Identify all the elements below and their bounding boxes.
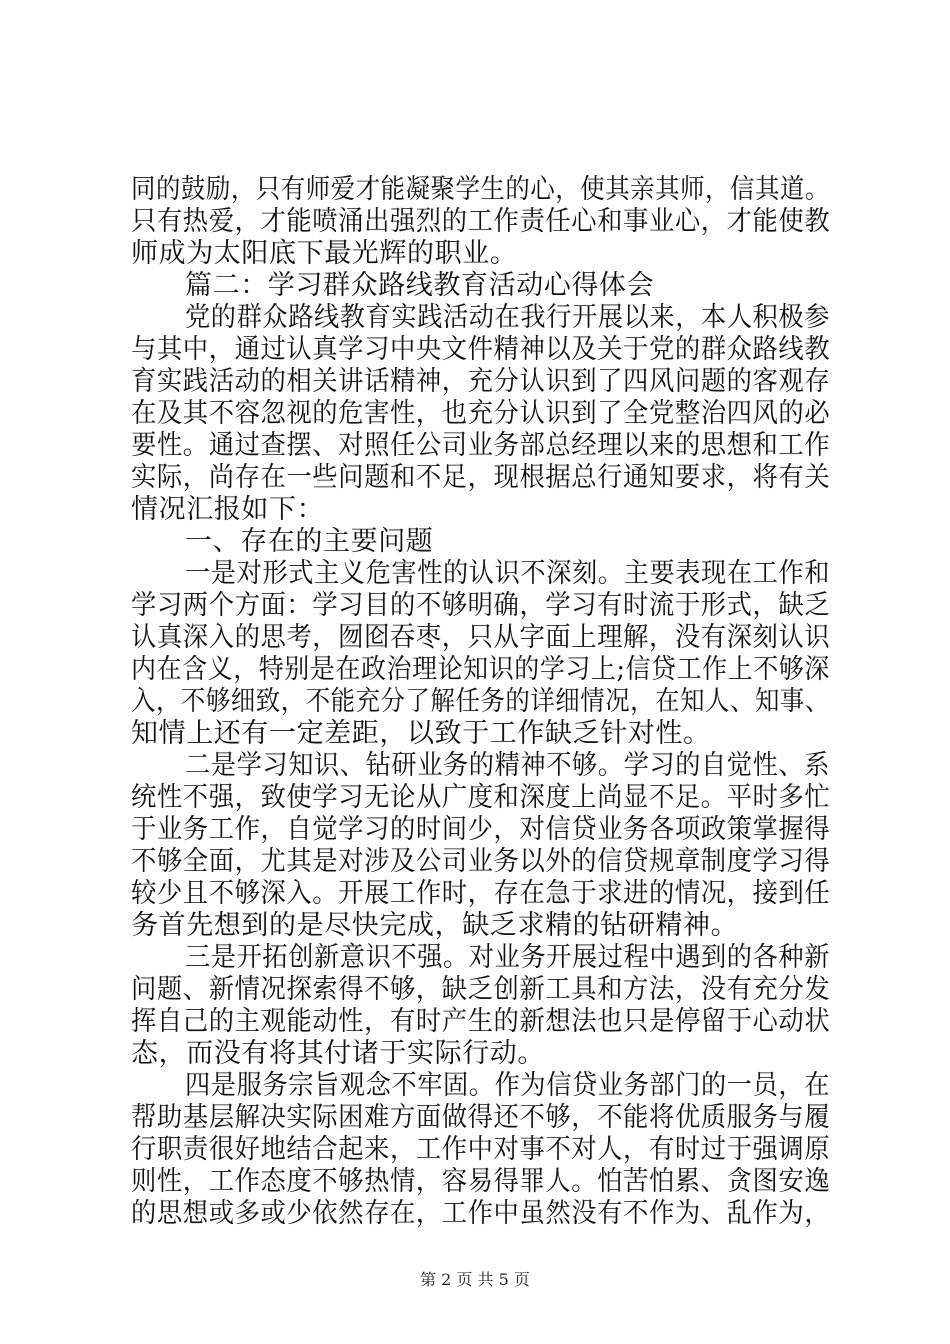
text-line: 则性，工作态度不够热情，容易得罪人。怕苦怕累、贪图安逸 <box>131 1166 831 1197</box>
text-line: 问题、新情况探索得不够，缺乏创新工具和方法，没有充分发 <box>131 974 831 1005</box>
text-line: 三是开拓创新意识不强。对业务开展过程中遇到的各种新 <box>185 942 831 973</box>
text-line: 学习两个方面：学习目的不够明确，学习有时流于形式，缺乏 <box>131 590 831 621</box>
text-line: 育实践活动的相关讲话精神，充分认识到了四风问题的客观存 <box>131 366 831 397</box>
text-line: 要性。通过查摆、对照任公司业务部总经理以来的思想和工作 <box>131 430 831 461</box>
text-line: 挥自己的主观能动性，有时产生的新想法也只是停留于心动状 <box>131 1006 831 1037</box>
text-line: 务首先想到的是尽快完成，缺乏求精的钻研精神。 <box>131 910 739 941</box>
text-line: 师成为太阳底下最光辉的职业。 <box>131 238 518 269</box>
text-line: 二是学习知识、钻研业务的精神不够。学习的自觉性、系 <box>185 750 831 781</box>
subsection-heading: 一、存在的主要问题 <box>185 526 434 557</box>
text-line: 的思想或多或少依然存在，工作中虽然没有不作为、乱作为， <box>131 1198 831 1229</box>
text-line: 知情上还有一定差距，以致于工作缺乏针对性。 <box>131 718 711 749</box>
text-line: 认真深入的思考，囫囵吞枣，只从字面上理解，没有深刻认识 <box>131 622 831 653</box>
text-line: 于业务工作，自觉学习的时间少，对信贷业务各项政策掌握得 <box>131 814 831 845</box>
page-number-footer: 第 2 页 共 5 页 <box>420 1270 530 1289</box>
text-line: 入，不够细致，不能充分了解任务的详细情况，在知人、知事、 <box>131 686 830 717</box>
text-line: 统性不强，致使学习无论从广度和深度上尚显不足。平时多忙 <box>131 782 831 813</box>
section-heading: 篇二：学习群众路线教育活动心得体会 <box>185 270 655 301</box>
text-line: 行职责很好地结合起来，工作中对事不对人，有时过于强调原 <box>131 1134 831 1165</box>
text-line: 实际，尚存在一些问题和不足，现根据总行通知要求，将有关 <box>131 462 831 493</box>
text-line: 党的群众路线教育实践活动在我行开展以来，本人积极参 <box>185 302 831 333</box>
text-line: 只有热爱，才能喷涌出强烈的工作责任心和事业心，才能使教 <box>131 206 831 237</box>
text-line: 情况汇报如下： <box>131 494 325 525</box>
text-line: 同的鼓励，只有师爱才能凝聚学生的心，使其亲其师，信其道。 <box>131 174 830 205</box>
text-line: 态，而没有将其付诸于实际行动。 <box>131 1038 545 1069</box>
text-line: 在及其不容忽视的危害性，也充分认识到了全党整治四风的必 <box>131 398 831 429</box>
text-line: 与其中，通过认真学习中央文件精神以及关于党的群众路线教 <box>131 334 831 365</box>
text-line: 较少且不够深入。开展工作时，存在急于求进的情况，接到任 <box>131 878 831 909</box>
text-line: 不够全面，尤其是对涉及公司业务以外的信贷规章制度学习得 <box>131 846 831 877</box>
text-line: 一是对形式主义危害性的认识不深刻。主要表现在工作和 <box>185 558 831 589</box>
text-line: 帮助基层解决实际困难方面做得还不够，不能将优质服务与履 <box>131 1102 831 1133</box>
text-line: 内在含义，特别是在政治理论知识的学习上;信贷工作上不够深 <box>131 654 830 685</box>
text-line: 四是服务宗旨观念不牢固。作为信贷业务部门的一员，在 <box>185 1070 831 1101</box>
